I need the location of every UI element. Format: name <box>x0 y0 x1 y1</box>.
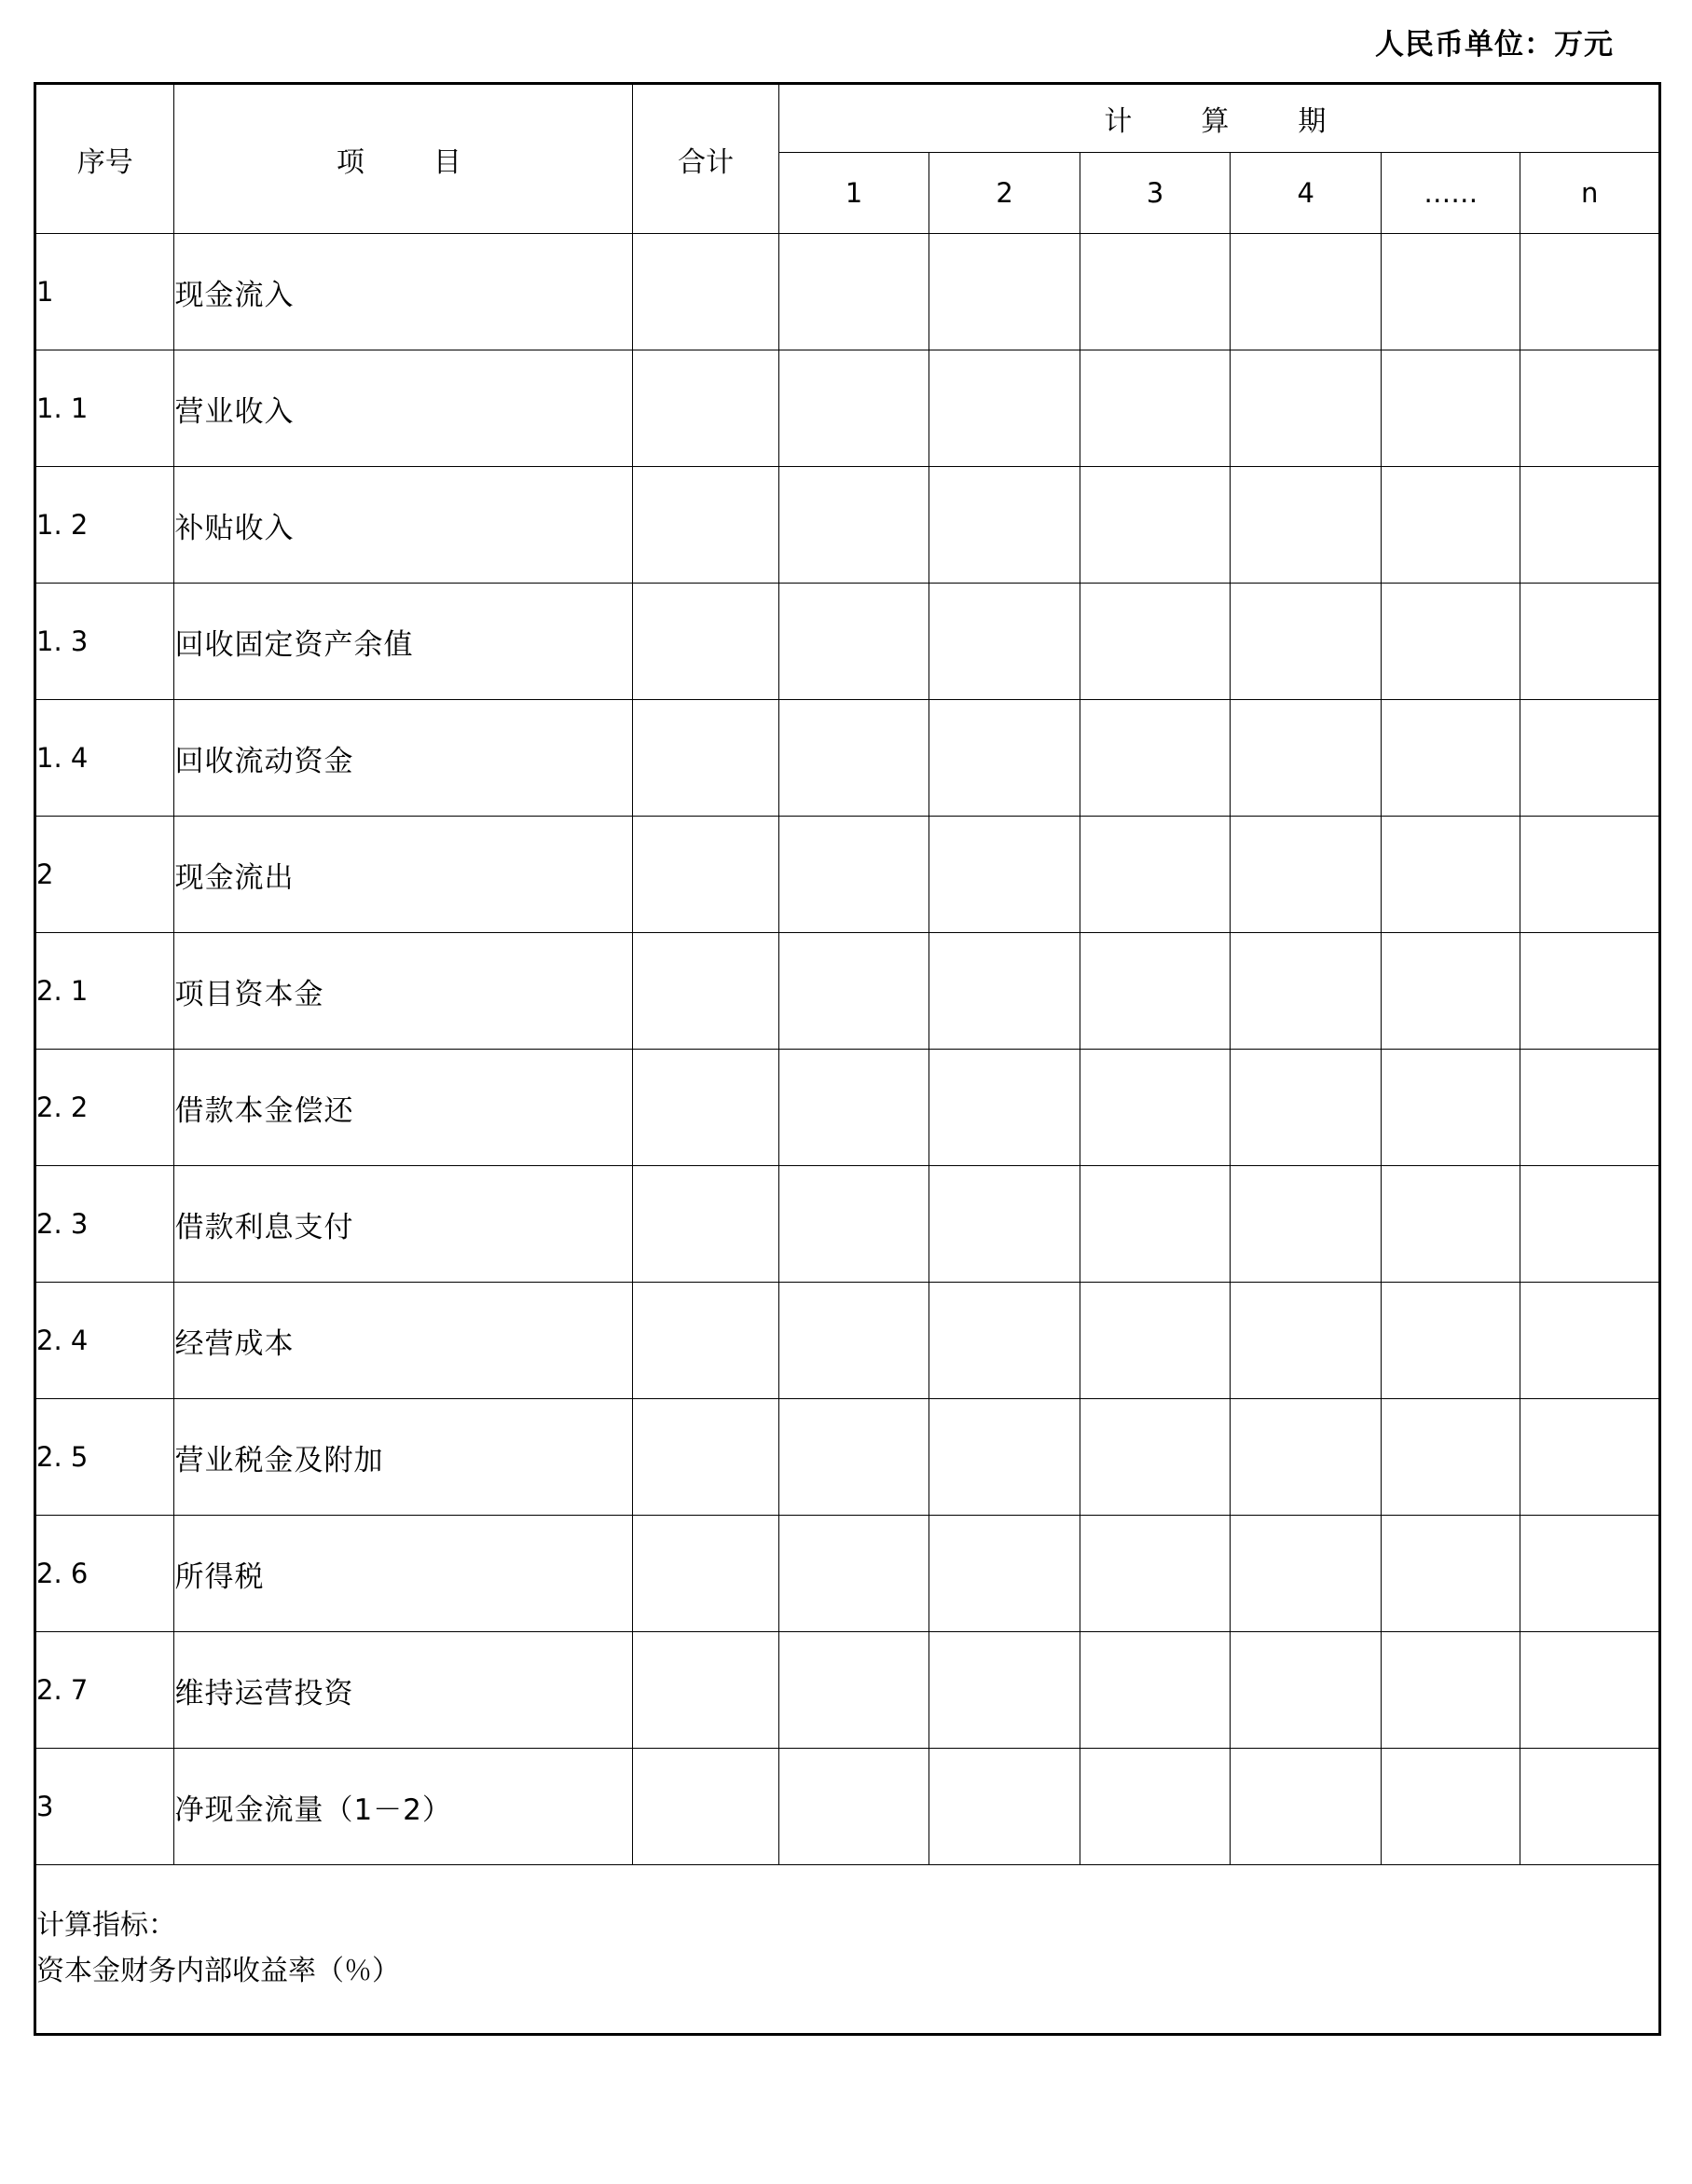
cell-period-ellipsis[interactable] <box>1382 1399 1520 1516</box>
cell-period-2[interactable] <box>929 1283 1080 1399</box>
cell-period-ellipsis[interactable] <box>1382 234 1520 350</box>
cell-period-3[interactable] <box>1080 467 1231 584</box>
cell-period-n[interactable] <box>1520 700 1660 817</box>
cell-period-3[interactable] <box>1080 1166 1231 1283</box>
row-seq: 1. 2 <box>35 467 174 584</box>
row-seq: 2. 7 <box>35 1632 174 1749</box>
row-item: 现金流入 <box>174 234 633 350</box>
row-item: 借款本金偿还 <box>174 1050 633 1166</box>
cell-period-2[interactable] <box>929 1632 1080 1749</box>
cell-period-2[interactable] <box>929 234 1080 350</box>
cell-period-2[interactable] <box>929 700 1080 817</box>
row-item: 回收固定资产余值 <box>174 584 633 700</box>
cell-period-n[interactable] <box>1520 1632 1660 1749</box>
row-seq: 2 <box>35 817 174 933</box>
cell-period-4[interactable] <box>1231 1050 1382 1166</box>
table-row <box>35 1516 1660 1632</box>
header-period-ellipsis: …… <box>1382 153 1520 234</box>
header-row-top <box>35 84 1660 153</box>
cell-total[interactable] <box>633 1283 779 1399</box>
table-footer-row <box>35 1865 1660 2035</box>
header-period-2: 2 <box>929 153 1080 234</box>
cell-period-ellipsis[interactable] <box>1382 1050 1520 1166</box>
cell-period-n[interactable] <box>1520 1283 1660 1399</box>
cell-period-2[interactable] <box>929 1050 1080 1166</box>
cell-period-3[interactable] <box>1080 1399 1231 1516</box>
cell-period-1[interactable] <box>778 1050 929 1166</box>
cell-period-4[interactable] <box>1231 234 1382 350</box>
table-row <box>35 234 1660 350</box>
calculation-indicator-label: 计算指标： <box>36 1909 176 1943</box>
cell-period-ellipsis[interactable] <box>1382 1632 1520 1749</box>
cell-period-n[interactable] <box>1520 1399 1660 1516</box>
table-row <box>35 1050 1660 1166</box>
table-row <box>35 700 1660 817</box>
row-item: 所得税 <box>174 1516 633 1632</box>
cell-period-3[interactable] <box>1080 700 1231 817</box>
header-period-3: 3 <box>1080 153 1231 234</box>
cell-total[interactable] <box>633 350 779 467</box>
cell-period-n[interactable] <box>1520 467 1660 584</box>
row-seq: 1. 3 <box>35 584 174 700</box>
cashflow-table-container <box>34 82 1661 2036</box>
cell-period-4[interactable] <box>1231 584 1382 700</box>
table-row <box>35 933 1660 1050</box>
header-item-text: 项 目 <box>336 145 482 179</box>
currency-unit-note: 人民币单位：万元 <box>1375 28 1614 62</box>
cell-period-1[interactable] <box>778 1749 929 1865</box>
cell-period-ellipsis[interactable] <box>1382 1283 1520 1399</box>
cell-period-4[interactable] <box>1231 933 1382 1050</box>
row-seq: 2. 1 <box>35 933 174 1050</box>
calculation-indicator-cell <box>35 1865 1660 2035</box>
cell-total[interactable] <box>633 234 779 350</box>
table-row <box>35 1166 1660 1283</box>
cell-period-ellipsis[interactable] <box>1382 1516 1520 1632</box>
row-item: 借款利息支付 <box>174 1166 633 1283</box>
cell-period-1[interactable] <box>778 817 929 933</box>
cell-period-2[interactable] <box>929 1749 1080 1865</box>
header-seq: 序号 <box>35 84 174 234</box>
cell-total[interactable] <box>633 933 779 1050</box>
row-item: 营业税金及附加 <box>174 1399 633 1516</box>
row-seq: 2. 2 <box>35 1050 174 1166</box>
cell-period-3[interactable] <box>1080 1283 1231 1399</box>
cell-period-1[interactable] <box>778 467 929 584</box>
cell-period-ellipsis[interactable] <box>1382 933 1520 1050</box>
cell-total[interactable] <box>633 1749 779 1865</box>
cell-period-n[interactable] <box>1520 1516 1660 1632</box>
cell-total[interactable] <box>633 1050 779 1166</box>
cell-period-n[interactable] <box>1520 1749 1660 1865</box>
row-seq: 2. 6 <box>35 1516 174 1632</box>
cell-period-2[interactable] <box>929 1399 1080 1516</box>
cell-period-2[interactable] <box>929 1166 1080 1283</box>
cell-period-ellipsis[interactable] <box>1382 584 1520 700</box>
cell-total[interactable] <box>633 817 779 933</box>
cell-period-4[interactable] <box>1231 350 1382 467</box>
cell-period-1[interactable] <box>778 1399 929 1516</box>
cell-period-n[interactable] <box>1520 234 1660 350</box>
table-body <box>35 234 1660 2035</box>
header-period-group-text: 计 算 期 <box>1104 105 1347 138</box>
cell-period-ellipsis[interactable] <box>1382 1749 1520 1865</box>
table-row <box>35 1283 1660 1399</box>
cashflow-table <box>34 82 1661 2036</box>
cell-period-4[interactable] <box>1231 1399 1382 1516</box>
cell-period-3[interactable] <box>1080 234 1231 350</box>
row-item: 净现金流量（1－2） <box>174 1749 633 1865</box>
cell-period-1[interactable] <box>778 584 929 700</box>
row-seq: 1. 4 <box>35 700 174 817</box>
row-seq: 1 <box>35 234 174 350</box>
cell-period-1[interactable] <box>778 1166 929 1283</box>
cell-period-1[interactable] <box>778 350 929 467</box>
cell-period-3[interactable] <box>1080 933 1231 1050</box>
cell-period-4[interactable] <box>1231 1749 1382 1865</box>
cell-period-ellipsis[interactable] <box>1382 1166 1520 1283</box>
table-row <box>35 1399 1660 1516</box>
cell-period-4[interactable] <box>1231 1632 1382 1749</box>
cell-period-1[interactable] <box>778 700 929 817</box>
cell-total[interactable] <box>633 700 779 817</box>
cell-period-4[interactable] <box>1231 700 1382 817</box>
row-seq: 2. 3 <box>35 1166 174 1283</box>
cell-period-1[interactable] <box>778 234 929 350</box>
cell-total[interactable] <box>633 1516 779 1632</box>
cell-total[interactable] <box>633 1166 779 1283</box>
row-item: 营业收入 <box>174 350 633 467</box>
cell-period-2[interactable] <box>929 467 1080 584</box>
cell-period-1[interactable] <box>778 933 929 1050</box>
row-item: 回收流动资金 <box>174 700 633 817</box>
cell-period-4[interactable] <box>1231 1166 1382 1283</box>
cell-total[interactable] <box>633 467 779 584</box>
row-seq: 1. 1 <box>35 350 174 467</box>
cell-period-1[interactable] <box>778 1516 929 1632</box>
capital-irr-label: 资本金财务内部收益率（％） <box>36 1955 400 1987</box>
cell-total[interactable] <box>633 1632 779 1749</box>
cell-period-n[interactable] <box>1520 584 1660 700</box>
cell-period-ellipsis[interactable] <box>1382 700 1520 817</box>
cell-period-2[interactable] <box>929 817 1080 933</box>
table-row <box>35 584 1660 700</box>
cell-period-4[interactable] <box>1231 1516 1382 1632</box>
table-row <box>35 467 1660 584</box>
cell-period-3[interactable] <box>1080 1749 1231 1865</box>
cell-period-3[interactable] <box>1080 584 1231 700</box>
cell-period-ellipsis[interactable] <box>1382 467 1520 584</box>
cell-period-4[interactable] <box>1231 817 1382 933</box>
header-period-n: n <box>1520 153 1660 234</box>
cell-period-3[interactable] <box>1080 350 1231 467</box>
header-period-group <box>778 84 1659 153</box>
table-row <box>35 1632 1660 1749</box>
cell-period-2[interactable] <box>929 350 1080 467</box>
row-seq: 3 <box>35 1749 174 1865</box>
table-row <box>35 817 1660 933</box>
header-item <box>174 84 633 234</box>
cell-period-1[interactable] <box>778 1283 929 1399</box>
cell-period-2[interactable] <box>929 1516 1080 1632</box>
cell-period-n[interactable] <box>1520 1050 1660 1166</box>
row-seq: 2. 4 <box>35 1283 174 1399</box>
cell-period-4[interactable] <box>1231 1283 1382 1399</box>
row-item: 维持运营投资 <box>174 1632 633 1749</box>
cell-period-1[interactable] <box>778 1632 929 1749</box>
header-period-4: 4 <box>1231 153 1382 234</box>
table-header <box>35 84 1660 234</box>
cell-period-3[interactable] <box>1080 817 1231 933</box>
cell-period-n[interactable] <box>1520 933 1660 1050</box>
cell-period-2[interactable] <box>929 933 1080 1050</box>
table-row <box>35 1749 1660 1865</box>
table-row <box>35 350 1660 467</box>
cell-period-ellipsis[interactable] <box>1382 817 1520 933</box>
row-item: 经营成本 <box>174 1283 633 1399</box>
cell-period-3[interactable] <box>1080 1050 1231 1166</box>
cell-period-n[interactable] <box>1520 350 1660 467</box>
row-item: 项目资本金 <box>174 933 633 1050</box>
cell-period-n[interactable] <box>1520 817 1660 933</box>
cell-period-3[interactable] <box>1080 1516 1231 1632</box>
cell-period-4[interactable] <box>1231 467 1382 584</box>
cell-total[interactable] <box>633 584 779 700</box>
header-period-1: 1 <box>778 153 929 234</box>
cell-period-ellipsis[interactable] <box>1382 350 1520 467</box>
cell-total[interactable] <box>633 1399 779 1516</box>
header-total: 合计 <box>633 84 779 234</box>
row-item: 补贴收入 <box>174 467 633 584</box>
row-item: 现金流出 <box>174 817 633 933</box>
cell-period-3[interactable] <box>1080 1632 1231 1749</box>
row-seq: 2. 5 <box>35 1399 174 1516</box>
cell-period-2[interactable] <box>929 584 1080 700</box>
cell-period-n[interactable] <box>1520 1166 1660 1283</box>
